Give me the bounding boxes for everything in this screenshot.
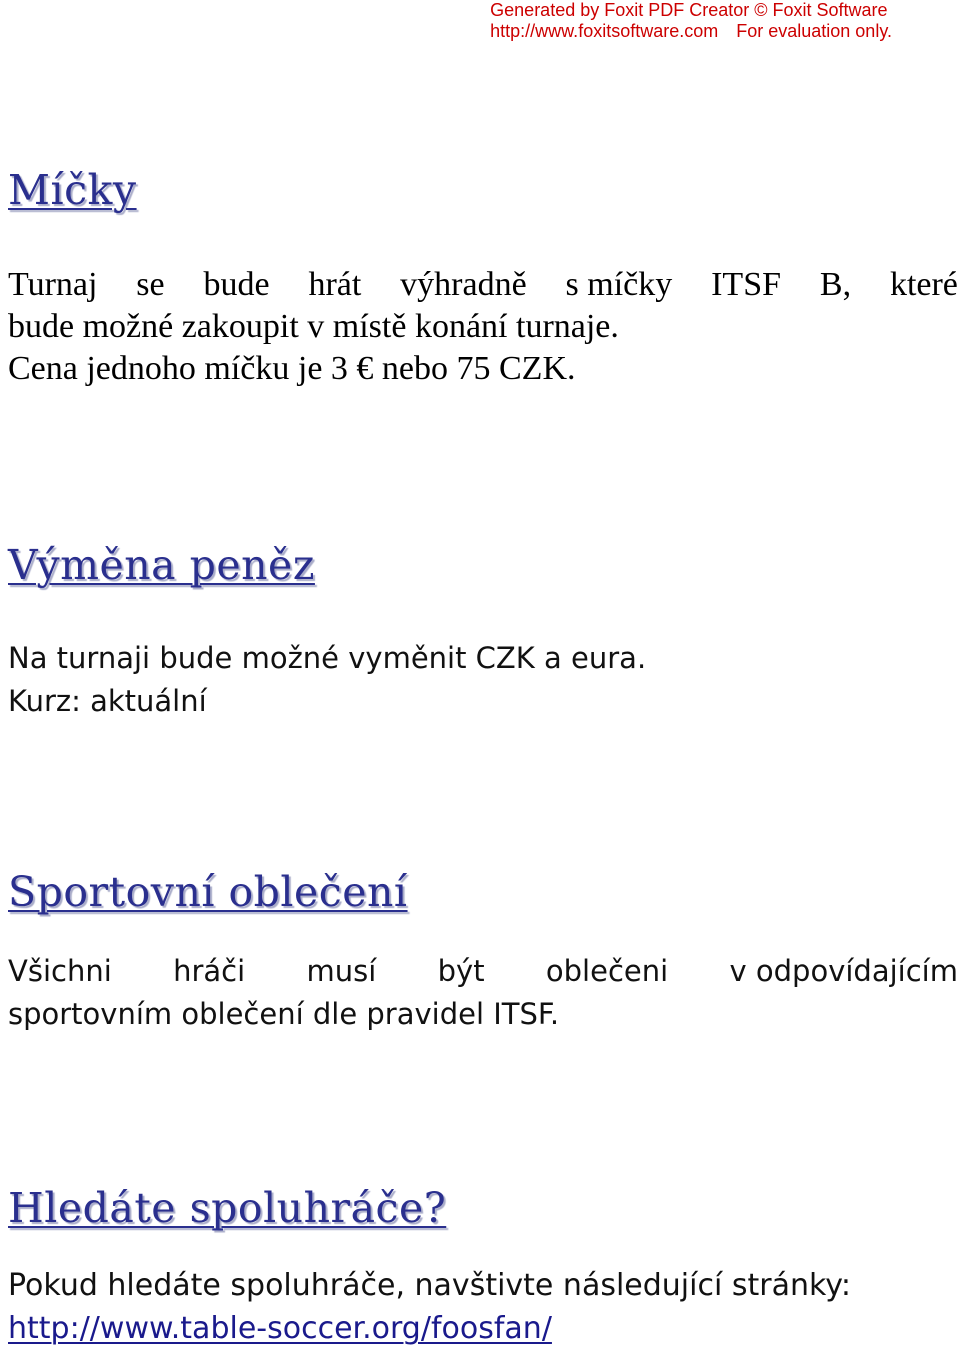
balls-line-2: bude možné zakoupit v místě konání turnaje.: [8, 308, 619, 345]
pdf-creator-watermark: [490, 0, 892, 42]
paragraph-exchange: [8, 637, 958, 723]
clothing-line-1: [8, 950, 958, 993]
paragraph-clothing: [8, 950, 958, 1036]
balls-line-1-word: s míčky: [565, 266, 673, 303]
balls-line-1-word: se: [136, 266, 165, 303]
clothing-line-1-word: musí: [306, 954, 377, 988]
heading-clothing: Sportovní oblečení: [8, 868, 408, 916]
exchange-line-2: Kurz: aktuální: [8, 684, 207, 718]
balls-line-1-word: B,: [819, 266, 852, 303]
balls-line-1-word: výhradně: [400, 266, 527, 303]
clothing-line-1-word: hráči: [173, 954, 246, 988]
clothing-line-1-word: oblečeni: [545, 954, 669, 988]
watermark-note: For evaluation only.: [736, 21, 892, 41]
balls-line-1-word: které: [889, 266, 958, 303]
paragraph-partners: [8, 1264, 958, 1350]
heading-balls: Míčky: [8, 166, 137, 214]
paragraph-balls: [8, 264, 958, 390]
balls-line-1-word: hrát: [308, 266, 362, 303]
clothing-line-1-word: být: [437, 954, 485, 988]
clothing-line-2: sportovním oblečení dle pravidel ITSF.: [8, 997, 560, 1031]
watermark-line1: Generated by Foxit PDF Creator © Foxit Software: [490, 0, 888, 20]
balls-line-1-word: ITSF: [711, 266, 782, 303]
balls-line-1-word: Turnaj: [8, 266, 98, 303]
balls-line-1: [8, 264, 958, 306]
heading-exchange: Výměna peněz: [8, 541, 315, 589]
balls-line-1-word: bude: [203, 266, 270, 303]
watermark-url: http://www.foxitsoftware.com: [490, 21, 719, 41]
clothing-line-1-word: Všichni: [8, 954, 112, 988]
clothing-line-1-word: v odpovídajícím: [729, 954, 958, 988]
foosfan-link[interactable]: http://www.table-soccer.org/foosfan/: [8, 1311, 552, 1346]
watermark-line2: [490, 21, 892, 42]
exchange-line-1: Na turnaji bude možné vyměnit CZK a eura.: [8, 641, 647, 675]
heading-partners: Hledáte spoluhráče?: [8, 1184, 447, 1232]
partners-line-1: Pokud hledáte spoluhráče, navštivte následující stránky:: [8, 1268, 851, 1303]
balls-line-3: Cena jednoho míčku je 3 € nebo 75 CZK.: [8, 350, 576, 387]
